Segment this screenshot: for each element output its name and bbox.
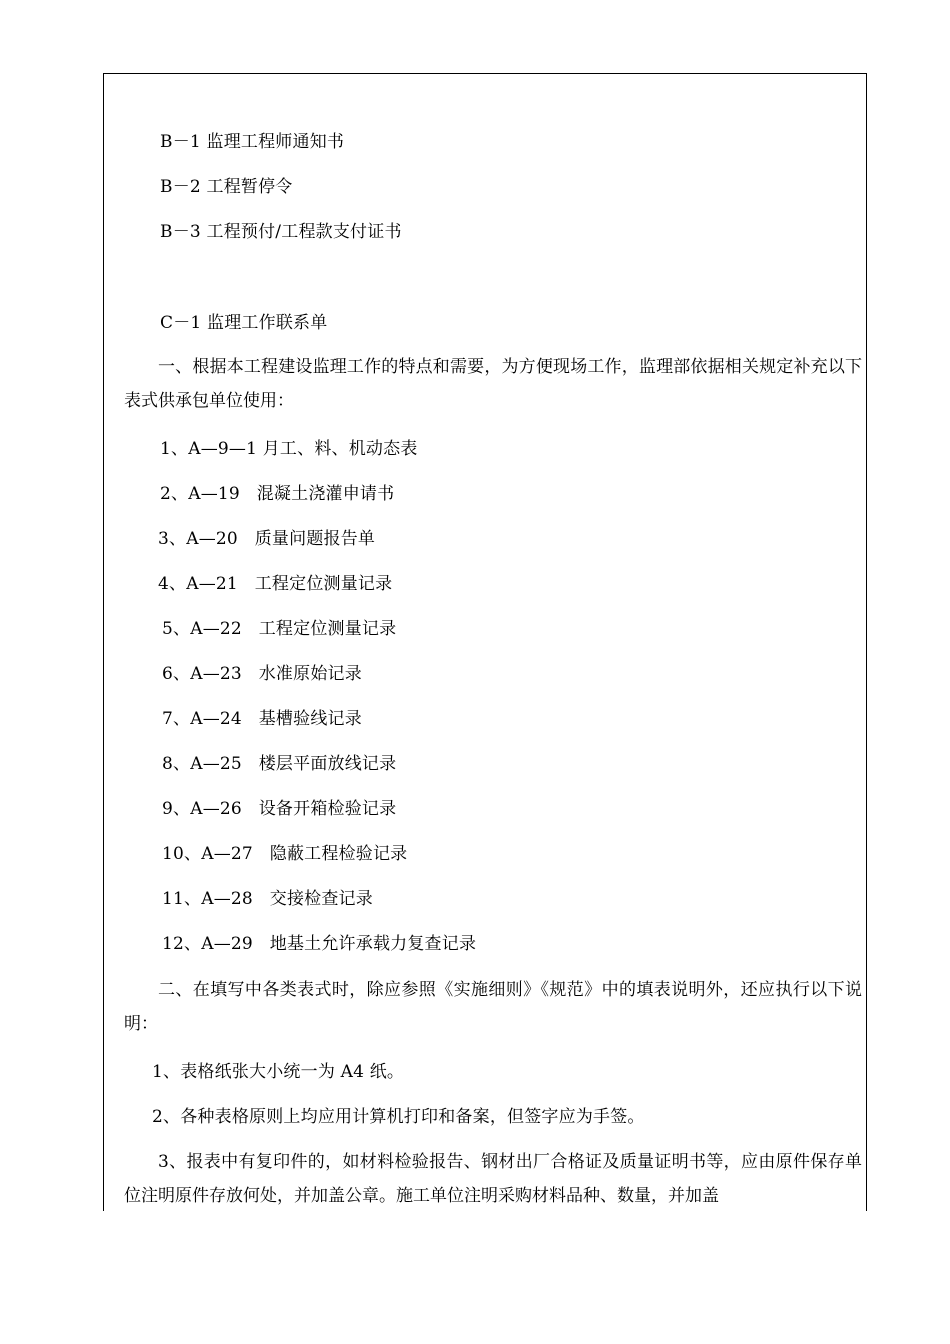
list-item: 2、各种表格原则上均应用计算机打印和备案，但签字应为手签。 [152, 1107, 645, 1127]
list-item: 1、A—9—1 月工、料、机动态表 [160, 439, 418, 459]
list-item: 8、A—25 楼层平面放线记录 [162, 754, 397, 774]
b3-item: B－3 工程预付/工程款支付证书 [160, 222, 402, 242]
b2-item: B－2 工程暂停令 [160, 177, 293, 197]
list-item: 3、A—20 质量问题报告单 [158, 529, 376, 549]
list-item: 11、A—28 交接检查记录 [162, 889, 373, 909]
list-item: 5、A—22 工程定位测量记录 [162, 619, 397, 639]
list-item: 2、A—19 混凝土浇灌申请书 [160, 484, 395, 504]
section2-item3-paragraph: 3、报表中有复印件的，如材料检验报告、钢材出厂合格证及质量证明书等，应由原件保存单位注明原件存放何处，并加盖公章。施工单位注明采购材料品种、数量，并加盖 [124, 1152, 862, 1206]
list-item: 9、A—26 设备开箱检验记录 [162, 799, 397, 819]
section2-paragraph: 二、在填写中各类表式时，除应参照《实施细则》《规范》中的填表说明外，还应执行以下说明： [124, 980, 862, 1034]
list-item: 7、A—24 基槽验线记录 [162, 709, 362, 729]
list-item: 10、A—27 隐蔽工程检验记录 [162, 844, 408, 864]
b1-item: B－1 监理工程师通知书 [160, 132, 345, 152]
section1-paragraph: 一、根据本工程建设监理工作的特点和需要，为方便现场工作，监理部依据相关规定补充以下表式供承包单位使用： [124, 357, 862, 411]
document-frame [103, 73, 867, 1211]
list-item: 1、表格纸张大小统一为 A4 纸。 [152, 1062, 405, 1082]
list-item: 6、A—23 水准原始记录 [162, 664, 362, 684]
list-item: 4、A—21 工程定位测量记录 [158, 574, 393, 594]
c1-item: C－1 监理工作联系单 [160, 313, 328, 333]
list-item: 12、A—29 地基土允许承载力复查记录 [162, 934, 477, 954]
